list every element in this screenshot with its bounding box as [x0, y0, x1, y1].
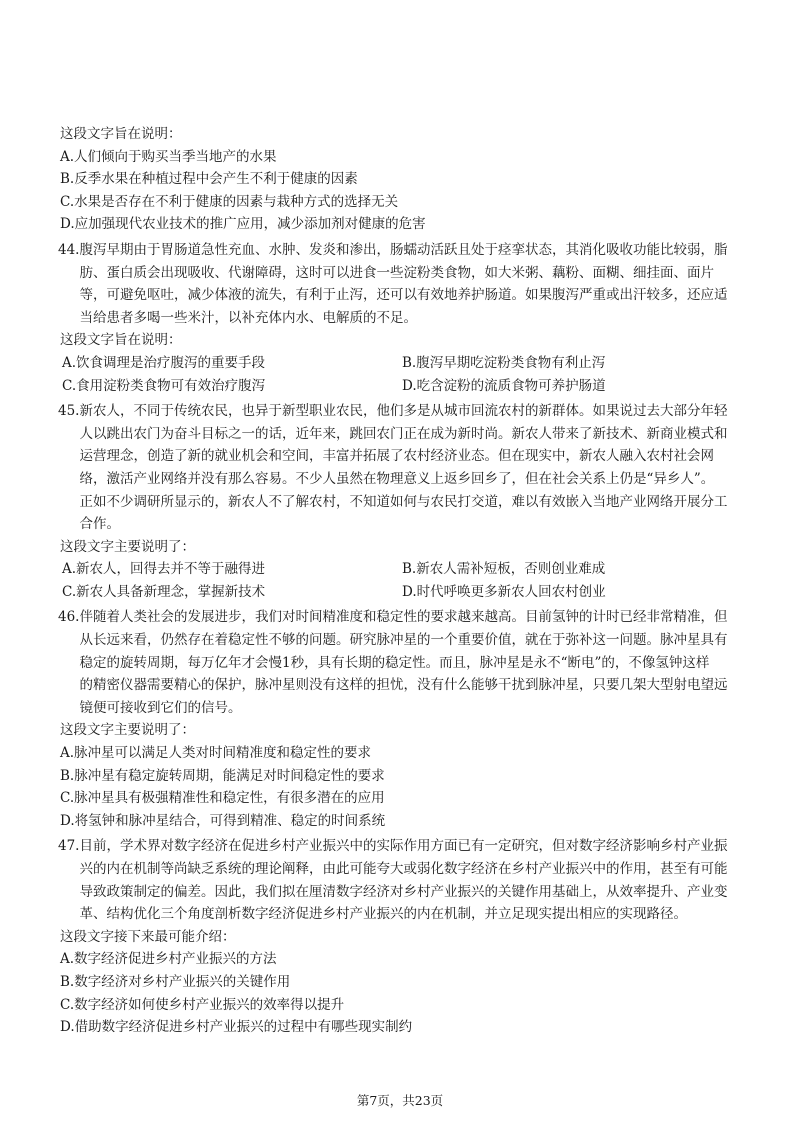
page-content — [58, 120, 748, 1039]
question-prompt: 这段文字主要说明了： — [60, 722, 195, 739]
option-a: A.人们倾向于购买当季当地产的水果 — [60, 148, 277, 165]
question-stem — [79, 239, 748, 329]
option-d: D.时代呼唤更多新农人回农村创业 — [402, 583, 606, 600]
stem-line: 目前，学术界对数字经济在促进乡村产业振兴中的实际作用方面已有一定研究，但对数字经济影响乡村产业振 — [79, 838, 728, 855]
option-d: D.吃含淀粉的流质食物可养护肠道 — [402, 377, 606, 394]
stem-line: 伴随着人类社会的发展进步，我们对时间精准度和稳定性的要求越来越高。目前氢钟的计时已经非常精准，但 — [79, 609, 728, 626]
option-c: C.新农人具备新理念，掌握新技术 — [62, 583, 266, 600]
stem-line: 导致政策制定的偏差。因此，我们拟在厘清数字经济对乡村产业振兴的关键作用基础上，从效率提升、产业变 — [79, 883, 728, 900]
question-prompt: 这段文字主要说明了： — [60, 538, 195, 555]
stem-line: 人以跳出农门为奋斗目标之一的话，近年来，跳回农门正在成为新时尚。新农人带来了新技术、新商业模式和 — [79, 425, 728, 442]
stem-line: 新农人，不同于传统农民，也异于新型职业农民，他们多是从城市回流农村的新群体。如果说过去大部分年轻 — [79, 403, 728, 420]
options-grid — [58, 352, 748, 397]
stem-line: 络，激活产业网络并没有那么容易。不少人虽然在物理意义上返乡回乡了，但在社会关系上仍是“异乡人”。 — [79, 470, 715, 487]
option-b: B.数字经济对乡村产业振兴的关键作用 — [60, 973, 291, 990]
option-d: D.应加强现代农业技术的推广应用，减少添加剂对健康的危害 — [60, 216, 426, 233]
option-d: D.借助数字经济促进乡村产业振兴的过程中有哪些现实制约 — [60, 1019, 413, 1036]
question-46 — [58, 606, 748, 832]
question-44 — [58, 239, 748, 397]
question-prompt: 这段文字旨在说明： — [60, 126, 182, 142]
stem-line: 当给患者多喝一些米汁，以补充体内水、电解质的不足。 — [79, 309, 417, 326]
question-number: 44. — [58, 241, 80, 258]
stem-line: 运营理念，创造了新的就业机会和空间，丰富并拓展了农村经济业态。但在现实中，新农人融入农村社会网 — [79, 448, 714, 465]
question-45 — [58, 400, 748, 603]
question-number: 47. — [58, 838, 80, 855]
option-d: D.将氢钟和脉冲星结合，可得到精准、稳定的时间系统 — [60, 812, 386, 829]
option-c: C.脉冲星具有极强精准性和稳定性，有很多潜在的应用 — [60, 790, 385, 807]
question-stem — [79, 400, 748, 536]
option-c: C.水果是否存在不利于健康的因素与栽种方式的选择无关 — [60, 193, 399, 210]
stem-line: 从长远来看，仍然存在着稳定性不够的问题。研究脉冲星的一个重要价值，就在于弥补这一问题。脉冲星具有 — [79, 632, 728, 649]
question-prompt: 这段文字接下来最可能介绍： — [60, 928, 236, 945]
question-43 — [58, 123, 748, 236]
question-number: 45. — [58, 403, 80, 420]
stem-line: 合作。 — [79, 516, 120, 533]
stem-line: 腹泻早期由于胃肠道急性充血、水肿、发炎和渗出，肠蠕动活跃且处于痉挛状态，其消化吸收功能比较弱，脂 — [79, 241, 728, 258]
option-b: B.反季水果在种植过程中会产生不利于健康的因素 — [60, 171, 358, 188]
stem-line: 革、结构优化三个角度剖析数字经济促进乡村产业振兴的内在机制，并立足现实提出相应的实现路径。 — [79, 906, 687, 923]
options-grid — [58, 558, 748, 603]
stem-line: 等，可避免呕吐，减少体液的流失，有利于止泻，还可以有效地养护肠道。如果腹泻严重或出汗较多，还应适 — [79, 287, 728, 304]
question-stem — [79, 835, 748, 925]
stem-line: 兴的内在机制等尚缺乏系统的理论阐释，由此可能夸大或弱化数字经济在乡村产业振兴中的作用，甚至有可能 — [79, 861, 728, 877]
question-prompt: 这段文字旨在说明： — [60, 332, 182, 349]
option-c: C.数字经济如何使乡村产业振兴的效率得以提升 — [60, 996, 345, 1013]
option-a: A.饮食调理是治疗腹泻的重要手段 — [62, 354, 266, 371]
stem-line: 的精密仪器需要精心的保护，脉冲星则没有这样的担忧，没有什么能够干扰到脉冲星，只要几架大型射电望远 — [79, 677, 728, 694]
page-footer: 第7页，共23页 — [356, 1093, 444, 1108]
question-number: 46. — [58, 609, 80, 626]
stem-line: 镜便可接收到它们的信号。 — [79, 699, 242, 716]
option-b: B.脉冲星有稳定旋转周期，能满足对时间稳定性的要求 — [60, 767, 385, 784]
stem-line: 稳定的旋转周期，每万亿年才会慢1秒，具有长期的稳定性。而且，脉冲星是永不“断电”的，不像氢钟这样 — [79, 654, 710, 671]
option-a: A.数字经济促进乡村产业振兴的方法 — [60, 951, 277, 968]
option-b: B.腹泻早期吃淀粉类食物有利止泻 — [402, 354, 606, 371]
option-c: C.食用淀粉类食物可有效治疗腹泻 — [62, 377, 266, 394]
option-b: B.新农人需补短板，否则创业难成 — [402, 561, 606, 578]
stem-line: 正如不少调研所显示的，新农人不了解农村，不知道如何与农民打交道，难以有效嵌入当地产业网络开展分工 — [79, 493, 728, 510]
question-stem — [79, 606, 748, 719]
option-a: A.新农人，回得去并不等于融得进 — [62, 561, 266, 578]
stem-line: 肪、蛋白质会出现吸收、代谢障碍，这时可以进食一些淀粉类食物，如大米粥、藕粉、面糊、细挂面、面片 — [79, 264, 714, 281]
question-47 — [58, 835, 748, 1038]
option-a: A.脉冲星可以满足人类对时间精准度和稳定性的要求 — [60, 745, 372, 762]
